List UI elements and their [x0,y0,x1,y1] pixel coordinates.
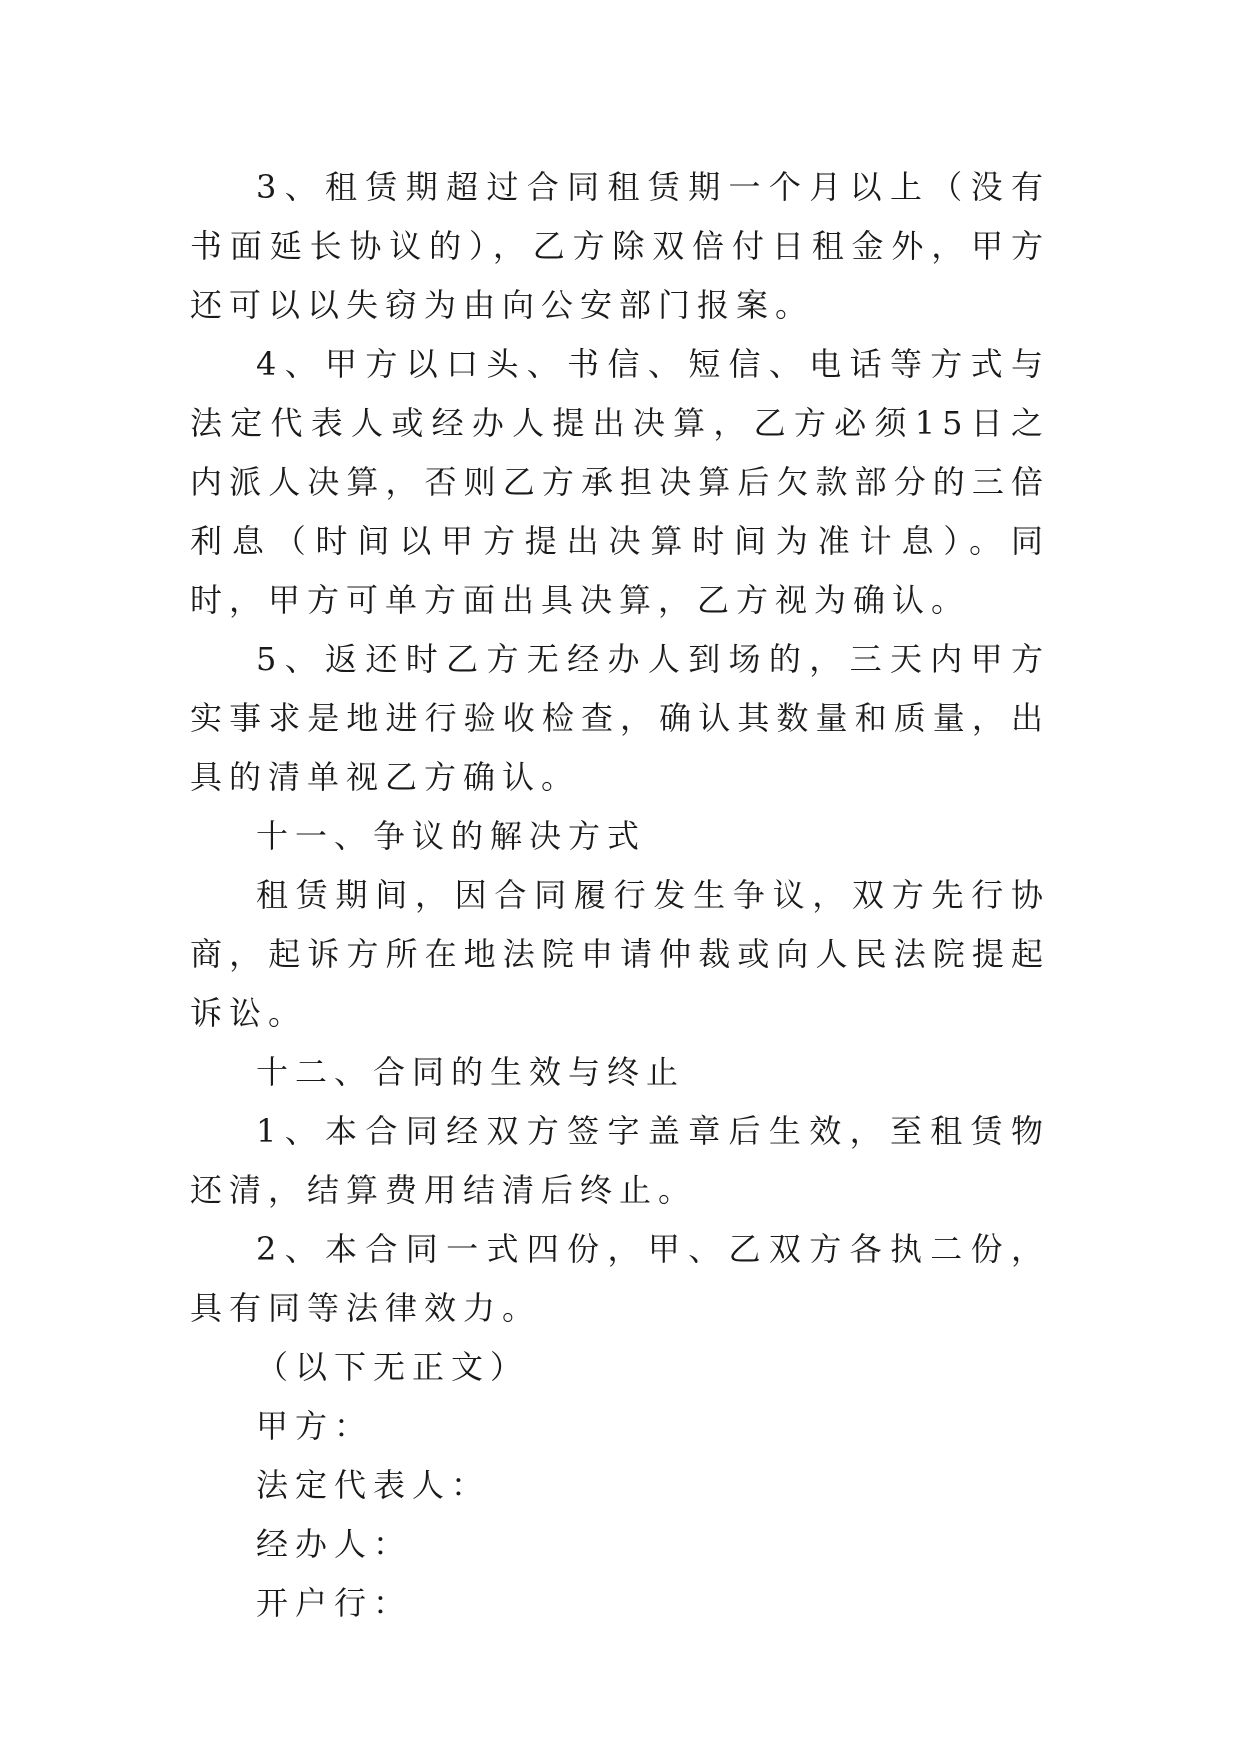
legal-rep-label: 法定代表人： [256,1466,491,1504]
bank-label: 开户行： [256,1584,413,1622]
handler-label: 经办人： [256,1525,413,1563]
clause-10-5: 5、返还时乙方无经办人到场的，三天内甲方实事求是地进行验收检查，确认其数量和质量，出具的清单视乙方确认。 [190,640,1050,796]
clause-12-2: 2、本合同一式四份，甲、乙双方各执二份，具有同等法律效力。 [190,1230,1050,1327]
clause-10-3: 3、租赁期超过合同租赁期一个月以上（没有书面延长协议的），乙方除双倍付日租金外，甲方还可以以失窃为由向公安部门报案。 [190,168,1050,324]
clause-11-body: 租赁期间，因合同履行发生争议，双方先行协商，起诉方所在地法院申请仲裁或向人民法院提起诉讼。 [190,876,1050,1032]
section-11-heading: 十一、争议的解决方式 [256,817,647,855]
clause-12-1: 1、本合同经双方签字盖章后生效，至租赁物还清，结算费用结清后终止。 [190,1112,1050,1209]
section-12-heading: 十二、合同的生效与终止 [256,1053,686,1091]
no-more-text-note: （以下无正文） [256,1348,530,1386]
document-body [190,158,1050,1633]
party-a-label: 甲方： [256,1407,374,1445]
clause-10-4: 4、甲方以口头、书信、短信、电话等方式与法定代表人或经办人提出决算，乙方必须15日之内派人决算，否则乙方承担决算后欠款部分的三倍利息（时间以甲方提出决算时间为准计息）。同时，甲方可单方面出具决算，乙方视为确认。 [190,345,1050,619]
